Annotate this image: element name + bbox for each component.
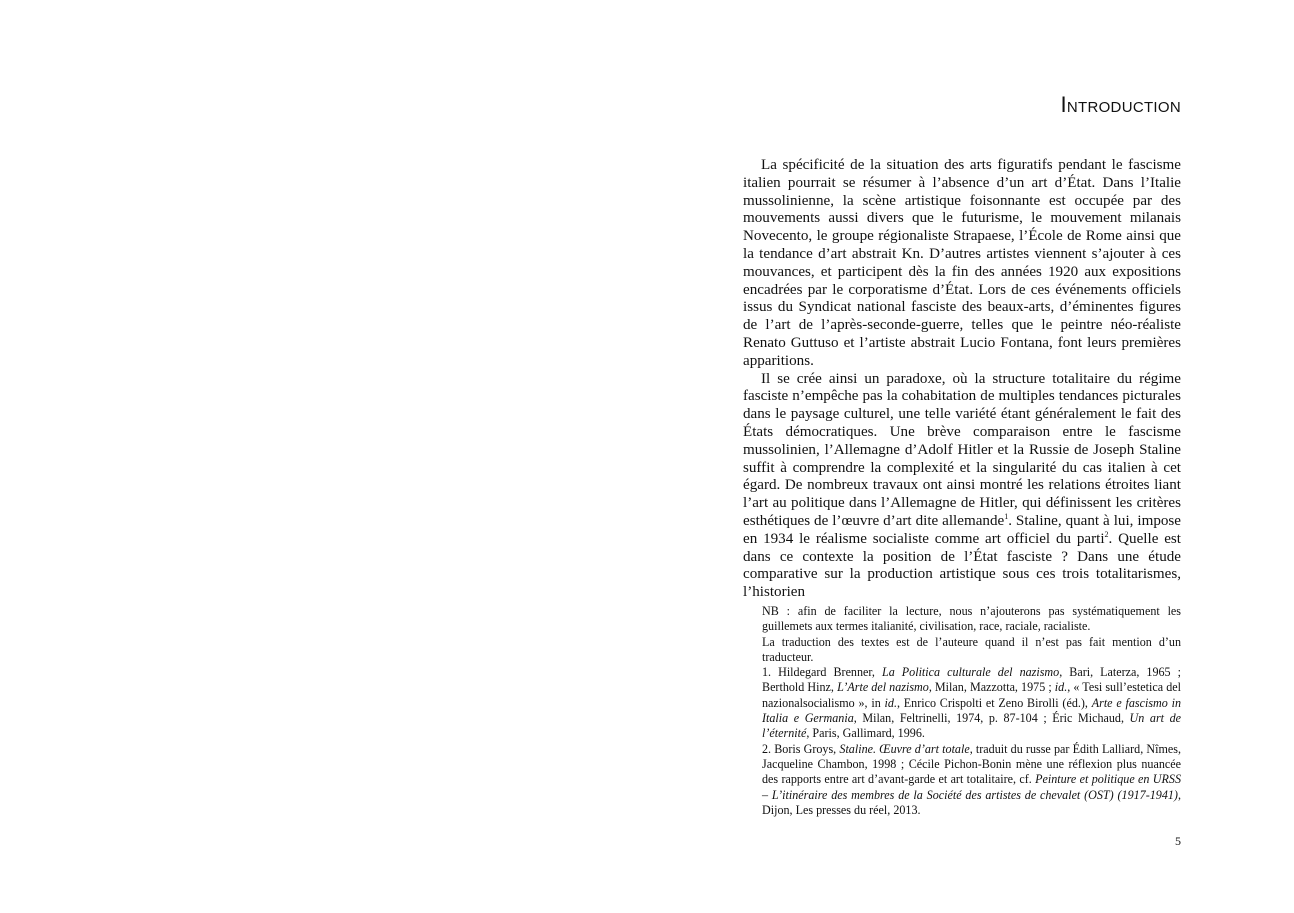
footnote-1-text: , Bari, Laterza, 1965 ; Berthold Hinz, <box>762 665 1181 695</box>
footnote-2-text: , traduit du russe par Édith Lalliard, Nîmes, Jacqueline Chambon, 1998 ; Cécile Pichon-Bonin mène une réflexion plus nuancée des rapports entre art d’avant-garde et art totalitaire, cf. <box>762 741 1182 787</box>
footnote-2-title: Staline. Œuvre d’art totale <box>839 741 970 756</box>
footnote-1-text: , Enrico Crispolti et Zeno Birolli (éd.), <box>896 695 1092 710</box>
footnote-1-title: La Politica culturale del nazismo <box>881 665 1060 680</box>
footnote-ref-2: 2 <box>1104 529 1109 539</box>
footnote-1-title: id. <box>1054 680 1068 695</box>
paragraph-2 <box>743 371 1181 602</box>
footnote-1-title: Arte e fascismo in Italia e Germania <box>762 695 1181 726</box>
paragraph-2-text-b: . Staline, quant à lui, impose en 1934 le réalisme socialiste comme art officiel du parti <box>743 512 1181 547</box>
footnotes <box>762 604 1181 818</box>
footnote-1-title: L’Arte del nazismo <box>837 680 929 695</box>
page-number: 5 <box>1175 834 1181 848</box>
footnote-2-text: , Dijon, Les presses du réel, 2013. <box>762 787 1181 817</box>
paragraph-2-text-a: Il se crée ainsi un paradoxe, où la structure totalitaire du régime fasciste n’empêche pas la cohabitation de multiples tendances picturales dans le paysage culturel, une telle variété étant généralement le fait des États démocratiques. Une brève comparaison entre le fascisme mussolinien, l’Allemagne d’Adolf Hitler et la Russie de Joseph Staline suffit à comprendre la complexité et la singularité du cas italien à cet égard. De nombreux travaux ont ainsi montré les relations étroites liant l’art au politique dans l’Allemagne de Hitler, qui définissent les critères esthétiques de l’œuvre d’art dite allemande <box>743 370 1181 529</box>
page-title: Introduction <box>1060 92 1181 117</box>
body-text <box>743 157 1181 602</box>
footnote-1 <box>762 665 1181 741</box>
footnote-1-text: , Milan, Feltrinelli, 1974, p. 87-104 ; Éric Michaud, <box>853 711 1130 726</box>
footnote-1-text: , Milan, Mazzotta, 1975 ; <box>928 680 1055 695</box>
footnote-1-text: , « Tesi sull’estetica del nazionalsocialismo », in <box>762 680 1181 710</box>
footnote-1-title: Un art de l’éternité <box>762 711 1181 741</box>
footnote-1-text: 1. Hildegard Brenner, <box>762 665 882 680</box>
paragraph-2-text-c: . Quelle est dans ce contexte la position de l’État fasciste ? Dans une étude comparative sur la production artistique sous ces trois totalitarismes, l’historien <box>743 530 1181 601</box>
note-nb: NB : afin de faciliter la lecture, nous n’ajouterons pas systématiquement les guillemets aux termes italianité, civilisation, race, raciale, racialiste. <box>762 604 1181 634</box>
footnote-2-text: 2. Boris Groys, <box>762 741 840 756</box>
footnote-ref-1: 1 <box>1004 511 1009 521</box>
footnote-2-title: Peinture et politique en URSS – L’itinéraire des membres de la Société des artistes de chevalet (OST) (1917-1941) <box>762 772 1181 802</box>
footnote-1-title: id. <box>884 695 897 710</box>
paragraph-1: La spécificité de la situation des arts figuratifs pendant le fascisme italien pourrait se résumer à l’absence d’un art d’État. Dans l’Italie mussolinienne, la scène artistique foisonnante est occupée par des mouvements aussi divers que le futurisme, le mouvement milanais Novecento, le groupe régionaliste Strapaese, l’École de Rome ainsi que la tendance d’art abstrait Kn. D’autres artistes viennent s’ajouter à ces mouvances, et participent dès la fin des années 1920 aux expositions encadrées par le corporatisme d’État. Lors de ces événements officiels issus du Syndicat national fasciste des beaux-arts, d’éminentes figures de l’art de l’après-seconde-guerre, telles que le peintre néo-réaliste Renato Guttuso et l’artiste abstrait Lucio Fontana, font leurs premières apparitions. <box>743 157 1181 369</box>
footnote-1-text: , Paris, Gallimard, 1996. <box>806 726 925 741</box>
footnote-2 <box>762 742 1181 818</box>
note-translation: La traduction des textes est de l’auteure quand il n’est pas fait mention d’un traducteur. <box>762 634 1181 664</box>
